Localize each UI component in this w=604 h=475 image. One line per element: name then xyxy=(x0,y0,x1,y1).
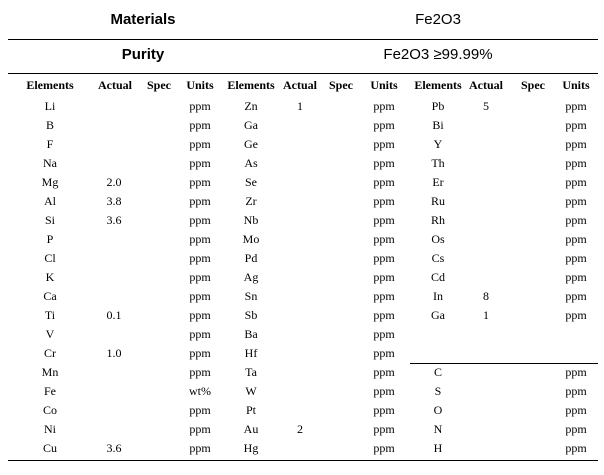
spec-cell xyxy=(514,363,552,382)
element-cell: B xyxy=(45,118,54,132)
actual-cell xyxy=(281,382,319,401)
spec-cell xyxy=(324,268,358,287)
spec-cell xyxy=(514,420,552,439)
materials-row xyxy=(8,11,598,37)
element-cell: Ti xyxy=(44,308,56,322)
element-cell: Ca xyxy=(43,289,57,303)
spec-cell xyxy=(324,420,358,439)
spec-cell xyxy=(324,173,358,192)
element-cell: Cl xyxy=(44,251,56,265)
element-cell: K xyxy=(45,270,55,284)
unit-cell: ppm xyxy=(189,365,211,379)
spec-cell xyxy=(324,97,358,116)
col-head-elements-2: Elements xyxy=(227,78,275,92)
col-head-actual-2: Actual xyxy=(283,78,317,92)
unit-cell: ppm xyxy=(189,346,211,360)
unit-cell: ppm xyxy=(189,422,211,436)
element-cell: Ba xyxy=(244,327,258,341)
actual-cell xyxy=(281,154,319,173)
spec-cell xyxy=(514,401,552,420)
unit-cell: ppm xyxy=(373,251,395,265)
element-cell: Ta xyxy=(245,365,257,379)
spec-cell xyxy=(142,135,176,154)
element-cell: Th xyxy=(431,156,445,170)
unit-cell: ppm xyxy=(373,213,395,227)
spec-cell xyxy=(324,154,358,173)
spec-cell xyxy=(324,287,358,306)
actual-cell: 2 xyxy=(297,422,303,436)
unit-cell: ppm xyxy=(565,251,587,265)
element-cell: N xyxy=(433,422,443,436)
actual-cell xyxy=(98,325,130,344)
spec-cell xyxy=(514,192,552,211)
unit-cell: ppm xyxy=(189,99,211,113)
actual-cell xyxy=(467,135,505,154)
unit-cell: ppm xyxy=(373,118,395,132)
actual-cell xyxy=(281,268,319,287)
unit-cell: ppm xyxy=(373,289,395,303)
col-head-elements-1: Elements xyxy=(26,78,74,92)
spec-cell xyxy=(142,230,176,249)
unit-cell: ppm xyxy=(373,346,395,360)
unit-cell: ppm xyxy=(189,251,211,265)
actual-cell xyxy=(467,249,505,268)
spec-cell xyxy=(142,173,176,192)
spec-cell xyxy=(142,154,176,173)
element-cell: F xyxy=(46,137,54,151)
unit-cell: ppm xyxy=(189,118,211,132)
spec-cell xyxy=(142,344,176,363)
unit-cell: ppm xyxy=(373,156,395,170)
element-cell: Co xyxy=(42,403,57,417)
element-cell: Cd xyxy=(430,270,445,284)
spec-cell xyxy=(514,211,552,230)
element-cell: Au xyxy=(243,422,259,436)
unit-cell: ppm xyxy=(373,403,395,417)
actual-cell: 0.1 xyxy=(106,308,122,322)
spec-cell xyxy=(324,135,358,154)
actual-cell xyxy=(98,154,130,173)
actual-cell xyxy=(281,363,319,382)
col-head-spec-1: Spec xyxy=(147,78,171,92)
unit-cell: ppm xyxy=(565,270,587,284)
header-divider-1 xyxy=(8,39,598,40)
unit-cell: ppm xyxy=(189,441,211,455)
element-cell: Se xyxy=(245,175,257,189)
spec-cell xyxy=(514,306,552,325)
spec-cell xyxy=(142,97,176,116)
actual-cell xyxy=(467,439,505,458)
actual-cell: 3.8 xyxy=(106,194,122,208)
actual-cell xyxy=(281,211,319,230)
spec-cell xyxy=(324,116,358,135)
unit-cell: ppm xyxy=(565,99,587,113)
spec-cell xyxy=(142,382,176,401)
spec-cell xyxy=(324,230,358,249)
spec-cell xyxy=(142,325,176,344)
actual-cell xyxy=(281,287,319,306)
element-cell: C xyxy=(433,365,442,379)
spec-cell xyxy=(514,249,552,268)
unit-cell: ppm xyxy=(565,194,587,208)
unit-cell: ppm xyxy=(565,118,587,132)
unit-cell: ppm xyxy=(373,308,395,322)
unit-cell: ppm xyxy=(189,137,211,151)
actual-cell: 1 xyxy=(483,308,489,322)
unit-cell: ppm xyxy=(189,403,211,417)
spec-cell xyxy=(142,306,176,325)
actual-cell: 8 xyxy=(483,289,489,303)
actual-cell: 3.6 xyxy=(106,213,122,227)
spec-cell xyxy=(324,211,358,230)
actual-cell: 1.0 xyxy=(106,346,122,360)
unit-cell: ppm xyxy=(565,137,587,151)
unit-cell: ppm xyxy=(189,270,211,284)
spec-cell xyxy=(324,344,358,363)
element-cell: Li xyxy=(44,99,56,113)
spec-cell xyxy=(142,268,176,287)
spec-cell xyxy=(514,439,552,458)
actual-cell xyxy=(467,192,505,211)
actual-cell: 2.0 xyxy=(106,175,122,189)
actual-cell xyxy=(467,173,505,192)
header-divider-2 xyxy=(8,73,598,74)
spec-cell xyxy=(142,249,176,268)
col-head-units-1: Units xyxy=(186,78,214,92)
unit-cell: ppm xyxy=(373,384,395,398)
actual-cell: 3.6 xyxy=(106,441,122,455)
unit-cell: ppm xyxy=(189,289,211,303)
element-cell: Pd xyxy=(244,251,258,265)
actual-cell xyxy=(467,363,505,382)
unit-cell: ppm xyxy=(373,441,395,455)
actual-cell xyxy=(281,135,319,154)
actual-cell xyxy=(98,382,130,401)
element-cell: Os xyxy=(431,232,445,246)
unit-cell: ppm xyxy=(565,422,587,436)
actual-cell xyxy=(281,344,319,363)
element-cell: Mg xyxy=(41,175,59,189)
actual-cell xyxy=(281,306,319,325)
spec-cell xyxy=(324,363,358,382)
actual-cell xyxy=(98,287,130,306)
actual-cell xyxy=(467,382,505,401)
unit-cell: ppm xyxy=(565,365,587,379)
col-head-actual-1: Actual xyxy=(98,78,132,92)
element-cell: Mo xyxy=(242,232,260,246)
element-cell: Pb xyxy=(431,99,445,113)
unit-cell: ppm xyxy=(565,175,587,189)
unit-cell: wt% xyxy=(189,384,211,398)
unit-cell: ppm xyxy=(565,156,587,170)
spec-cell xyxy=(514,135,552,154)
spec-cell xyxy=(324,439,358,458)
spec-cell xyxy=(514,154,552,173)
actual-cell: 5 xyxy=(483,99,489,113)
spec-cell xyxy=(324,306,358,325)
actual-cell xyxy=(98,230,130,249)
col-head-spec-2: Spec xyxy=(329,78,353,92)
unit-cell: ppm xyxy=(565,384,587,398)
element-cell: Nb xyxy=(243,213,259,227)
actual-cell xyxy=(467,401,505,420)
unit-cell: ppm xyxy=(565,441,587,455)
actual-cell xyxy=(281,325,319,344)
spec-cell xyxy=(324,192,358,211)
element-cell: Cs xyxy=(431,251,445,265)
actual-cell xyxy=(281,401,319,420)
unit-cell: ppm xyxy=(189,175,211,189)
spec-cell xyxy=(514,382,552,401)
spec-cell xyxy=(324,382,358,401)
element-cell: Rh xyxy=(430,213,445,227)
actual-cell xyxy=(281,116,319,135)
actual-cell xyxy=(467,230,505,249)
unit-cell: ppm xyxy=(373,137,395,151)
materials-label: Materials xyxy=(110,11,176,28)
spec-cell xyxy=(514,97,552,116)
unit-cell: ppm xyxy=(373,99,395,113)
actual-cell xyxy=(467,420,505,439)
element-cell: Mn xyxy=(41,365,59,379)
actual-cell xyxy=(467,211,505,230)
element-cell: P xyxy=(46,232,54,246)
element-cell: Ru xyxy=(430,194,445,208)
col-head-actual-3: Actual xyxy=(469,78,503,92)
unit-cell: ppm xyxy=(373,365,395,379)
element-cell: Si xyxy=(44,213,55,227)
spec-cell xyxy=(324,249,358,268)
spec-cell xyxy=(142,439,176,458)
col-head-units-2: Units xyxy=(370,78,398,92)
actual-cell xyxy=(281,173,319,192)
actual-cell xyxy=(98,97,130,116)
element-cell: Cu xyxy=(42,441,57,455)
unit-cell: ppm xyxy=(565,403,587,417)
col-head-units-3: Units xyxy=(562,78,590,92)
element-cell: Al xyxy=(44,194,56,208)
unit-cell: ppm xyxy=(373,194,395,208)
element-cell: Zn xyxy=(244,99,258,113)
spec-cell xyxy=(324,401,358,420)
actual-cell xyxy=(98,420,130,439)
element-cell: Zr xyxy=(245,194,257,208)
col-head-elements-3: Elements xyxy=(414,78,462,92)
unit-cell: ppm xyxy=(189,327,211,341)
unit-cell: ppm xyxy=(189,156,211,170)
unit-cell: ppm xyxy=(565,308,587,322)
actual-cell: 1 xyxy=(297,99,303,113)
purity-value: Fe2O3 ≥99.99% xyxy=(383,46,493,63)
spec-cell xyxy=(142,401,176,420)
actual-cell xyxy=(281,192,319,211)
element-cell: Ge xyxy=(244,137,258,151)
unit-cell: ppm xyxy=(373,270,395,284)
actual-cell xyxy=(98,116,130,135)
actual-cell xyxy=(467,268,505,287)
spec-cell xyxy=(142,287,176,306)
element-cell: Er xyxy=(432,175,444,189)
element-cell: Ga xyxy=(431,308,445,322)
spec-cell xyxy=(514,116,552,135)
unit-cell: ppm xyxy=(565,289,587,303)
spec-cell xyxy=(142,211,176,230)
element-cell: W xyxy=(245,384,257,398)
unit-cell: ppm xyxy=(373,327,395,341)
actual-cell xyxy=(467,154,505,173)
element-cell: Hf xyxy=(244,346,258,360)
unit-cell: ppm xyxy=(189,194,211,208)
element-cell: S xyxy=(434,384,442,398)
actual-cell xyxy=(281,249,319,268)
element-cell: Ga xyxy=(244,118,258,132)
unit-cell: ppm xyxy=(373,232,395,246)
unit-cell: ppm xyxy=(565,232,587,246)
unit-cell: ppm xyxy=(373,422,395,436)
actual-cell xyxy=(98,249,130,268)
purity-row xyxy=(8,46,598,72)
table-bottom-rule xyxy=(8,460,598,461)
actual-cell xyxy=(467,116,505,135)
spec-cell xyxy=(142,192,176,211)
actual-cell xyxy=(281,439,319,458)
unit-cell: ppm xyxy=(189,213,211,227)
element-cell: Ni xyxy=(44,422,56,436)
element-cell: Na xyxy=(43,156,57,170)
purity-label: Purity xyxy=(121,46,165,63)
spec-cell xyxy=(142,116,176,135)
element-cell: Hg xyxy=(243,441,259,455)
actual-cell xyxy=(98,268,130,287)
section-divider xyxy=(410,363,598,364)
element-cell: As xyxy=(244,156,258,170)
element-cell: Fe xyxy=(44,384,56,398)
spec-cell xyxy=(324,325,358,344)
element-cell: In xyxy=(433,289,443,303)
spec-cell xyxy=(142,363,176,382)
element-cell: Ag xyxy=(243,270,259,284)
spec-cell xyxy=(142,420,176,439)
element-cell: V xyxy=(45,327,55,341)
element-cell: Pt xyxy=(245,403,256,417)
spec-cell xyxy=(514,268,552,287)
spec-cell xyxy=(514,287,552,306)
spec-cell xyxy=(514,173,552,192)
element-cell: Sn xyxy=(244,289,258,303)
actual-cell xyxy=(98,401,130,420)
unit-cell: ppm xyxy=(189,232,211,246)
unit-cell: ppm xyxy=(565,213,587,227)
col-head-spec-3: Spec xyxy=(521,78,545,92)
actual-cell xyxy=(98,363,130,382)
materials-value: Fe2O3 xyxy=(415,11,461,28)
element-cell: Cr xyxy=(44,346,56,360)
unit-cell: ppm xyxy=(189,308,211,322)
actual-cell xyxy=(98,135,130,154)
element-cell: O xyxy=(433,403,443,417)
spec-cell xyxy=(514,230,552,249)
element-cell: H xyxy=(433,441,443,455)
unit-cell: ppm xyxy=(373,175,395,189)
actual-cell xyxy=(281,230,319,249)
element-cell: Bi xyxy=(432,118,444,132)
element-cell: Y xyxy=(433,137,443,151)
element-cell: Sb xyxy=(244,308,258,322)
